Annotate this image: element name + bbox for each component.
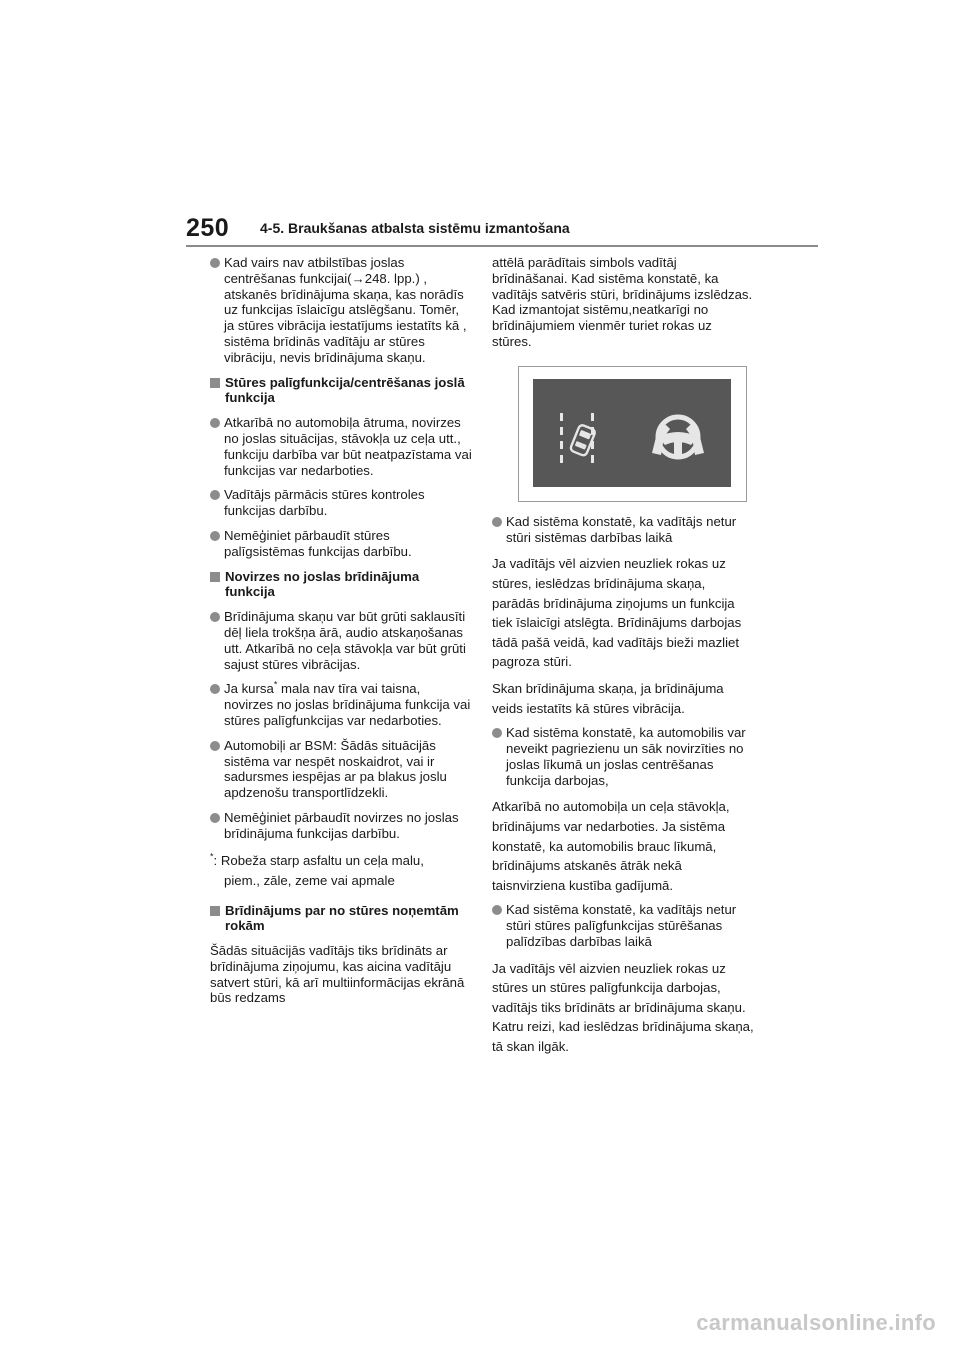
- left-column: [210, 255, 472, 1011]
- section-hands-off-warning: Brīdinājums par no stūres noņemtām rokām: [210, 903, 472, 935]
- bullet-not-holding-wheel: Kad sistēma konstatē, ka vadītājs netur stūri sistēmas darbības laikā: [492, 514, 754, 546]
- bullet-do-not-test-lane: Nemēģiniet pārbaudīt novirzes no joslas brīdinājuma funkcijas darbību.: [210, 810, 472, 842]
- header-rule: [186, 245, 818, 247]
- right-column: [492, 255, 754, 1064]
- paragraph-warning-escalation: Ja vadītājs vēl aizvien neuzliek rokas uz stūres, ieslēdzas brīdinājuma skaņa, parādās brīdinājuma ziņojums un funkcija tiek īslaicīgi atslēgta. Brīdinājums darbojas tādā pašā veidā, kad vadītājs bieži mazliet pagroza stūri.: [492, 556, 742, 670]
- bullet-road-edge: Ja kursa* mala nav tīra vai taisna, novirzes no joslas brīdinājuma funkcija vai stūres palīgfunkcijas var nedarboties.: [210, 681, 472, 728]
- bullet-warning-hard-to-hear: Brīdinājuma skaņu var būt grūti saklausīti dēļ liela trokšņa ārā, audio atskaņošanas utt. Atkarībā no ceļa stāvokļa var būt grūti sajust stūres vibrācijas.: [210, 609, 472, 672]
- bullet-do-not-test-steering: Nemēģiniet pārbaudīt stūres palīgsistēmas funkcijas darbību.: [210, 528, 472, 560]
- footnote-line-2: piem., zāle, zeme vai apmale: [224, 872, 395, 888]
- paragraph-curve-warning: Atkarībā no automobiļa un ceļa stāvokļa, brīdinājums var nedarboties. Ja sistēma konstatē, ka automobilis brauc līkumā, brīdinājums atskanēs ātrāk nekā taisnvirziena kustība gadījumā.: [492, 799, 730, 893]
- paragraph-vibration-setting: Skan brīdinājuma skaņa, ja brīdinājuma veids iestatīts kā stūres vibrācija.: [492, 680, 724, 716]
- paragraph-hands-off-intro: Šādās situācijās vadītājs tiks brīdināts ar brīdinājuma ziņojumu, kas aicina vadītāju satvert stūri, kā arī multiinformācijas ekrānā būs redzams: [210, 943, 465, 1006]
- footnote-mark: *: [210, 851, 214, 862]
- bullet-bsm: Automobiļi ar BSM: Šādās situācijās sistēma var nespēt noskaidrot, vai ir sadursmes iespējas ar pa blakus joslu apdzenošu transportlīdzekli.: [210, 738, 472, 801]
- multi-information-display: [533, 379, 731, 487]
- page-number: 250: [186, 214, 230, 242]
- lane-departure-icon: [560, 413, 596, 463]
- footnote-line-1: : Robeža starp asfaltu un ceļa malu,: [213, 852, 424, 868]
- section-lane-departure-warning: Novirzes no joslas brīdinājuma funkcija: [210, 569, 472, 601]
- paragraph-hands-off-continued: attēlā parādītais simbols vadītāj brīdināšanai. Kad sistēma konstatē, ka vadītājs satvēris stūri, brīdinājums izslēdzas. Kad izmantojat sistēmu,neatkarīgi no brīdinājumiem vienmēr turiet rokas uz stūres.: [492, 255, 753, 349]
- paragraph-steering-assist-warning: Ja vadītājs vēl aizvien neuzliek rokas uz stūres un stūres palīgfunkcija darbojas, vadītājs tiks brīdināts ar brīdinājuma skaņu. Katru reizi, kad ieslēdzas brīdinājuma skaņa, tā skan ilgāk.: [492, 960, 754, 1055]
- section-title: 4-5. Braukšanas atbalsta sistēmu izmantošana: [260, 220, 570, 236]
- watermark-logo: carmanualsonline.info: [696, 1310, 936, 1335]
- bullet-lane-centering-off: Kad vairs nav atbilstības joslas centrēšanas funkcijai(→248. lpp.) , atskanēs brīdinājuma skaņa, kas norādīs uz funkcijas īslaicīgu atslēgšanu. Tomēr, ja stūres vibrācija iestatījums iestatīts kā , sistēma brīdinās vadītāju ar stūres vibrāciju, nevis brīdinājuma skaņu.: [210, 255, 472, 366]
- section-steering-assist: Stūres palīgfunkcija/centrēšanas joslā funkcija: [210, 375, 472, 407]
- hands-on-steering-wheel-icon: [652, 417, 704, 457]
- display-figure: [518, 366, 747, 502]
- footnote: [210, 851, 472, 891]
- bullet-steering-assist-hands-off: Kad sistēma konstatē, ka vadītājs netur stūri stūres palīgfunkcijas stūrēšanas palīdzības darbības laikā: [492, 902, 754, 949]
- bullet-curve-departure: Kad sistēma konstatē, ka automobilis var neveikt pagriezienu un sāk novirzīties no joslas līkumā un joslas centrēšanas funkcija darbojas,: [492, 725, 754, 788]
- bullet-speed-dependency: Atkarībā no automobiļa ātruma, novirzes no joslas situācijas, stāvokļa uz ceļa utt., funkciju darbība var būt neatpazīstama vai funkcijas var nedarboties.: [210, 415, 472, 478]
- footnote-ref: *: [273, 679, 278, 690]
- bullet-driver-override: Vadītājs pārmācis stūres kontroles funkcijas darbību.: [210, 487, 472, 519]
